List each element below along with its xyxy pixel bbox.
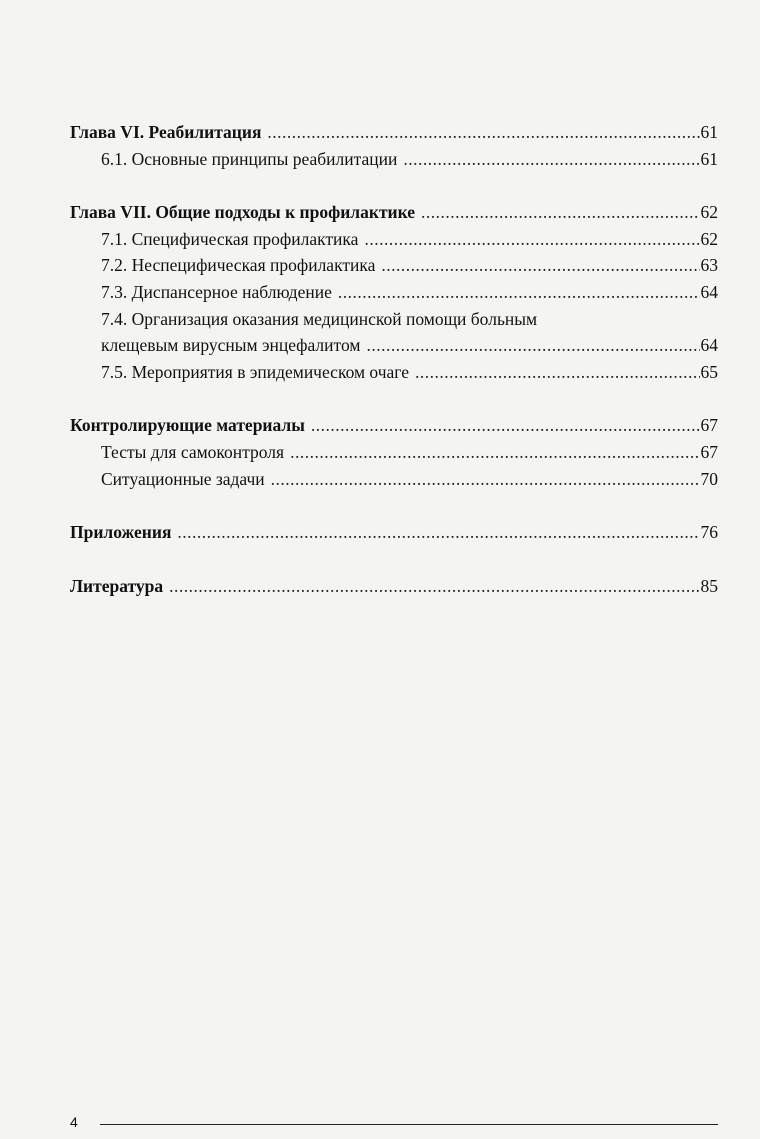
toc-entry-title: 7.3. Диспансерное наблюдение bbox=[101, 281, 332, 302]
toc-chapter-7[interactable] bbox=[70, 199, 718, 226]
toc-item-6-1[interactable] bbox=[70, 146, 718, 173]
toc-leader-dots bbox=[177, 519, 699, 546]
toc-leader-dots bbox=[421, 199, 699, 226]
toc-entry-page: 76 bbox=[700, 522, 718, 543]
toc-leader-dots bbox=[381, 252, 699, 279]
toc-entry-page: 67 bbox=[700, 441, 718, 462]
toc-item-7-3[interactable] bbox=[70, 279, 718, 306]
toc-leader-dots bbox=[267, 119, 699, 146]
toc-item-case-tasks[interactable] bbox=[70, 466, 718, 493]
toc-entry-title: 6.1. Основные принципы реабилитации bbox=[101, 148, 398, 169]
toc-leader-dots bbox=[290, 439, 699, 466]
toc-entry-page: 61 bbox=[700, 148, 718, 169]
toc-entry-page: 63 bbox=[700, 255, 718, 276]
toc-appendix[interactable] bbox=[70, 519, 718, 546]
toc-leader-dots bbox=[366, 332, 699, 359]
toc-item-7-5[interactable] bbox=[70, 359, 718, 386]
toc-entry-title: Ситуационные задачи bbox=[101, 468, 265, 489]
toc-item-7-4[interactable] bbox=[70, 332, 718, 359]
toc-entry-title: Литература bbox=[70, 575, 164, 596]
toc-entry-page: 67 bbox=[700, 415, 718, 436]
toc-entry-page: 62 bbox=[700, 202, 718, 223]
toc-leader-dots bbox=[364, 226, 699, 253]
toc-entry-title: 7.1. Специфическая профилактика bbox=[101, 228, 359, 249]
toc-item-self-tests[interactable] bbox=[70, 439, 718, 466]
toc-leader-dots bbox=[415, 359, 699, 386]
toc-entry-page: 64 bbox=[700, 281, 718, 302]
page-number: 4 bbox=[70, 1114, 78, 1130]
toc-entry-page: 62 bbox=[700, 228, 718, 249]
toc-item-7-4-line1[interactable]: 7.4. Организация оказания медицинской помощи больным bbox=[101, 308, 538, 329]
table-of-contents bbox=[70, 119, 718, 599]
toc-entry-title: Приложения bbox=[70, 522, 172, 543]
toc-entry-page: 65 bbox=[700, 361, 718, 382]
toc-entry-page: 70 bbox=[700, 468, 718, 489]
toc-entry-title: 7.2. Неспецифическая профилактика bbox=[101, 255, 376, 276]
toc-leader-dots bbox=[271, 466, 700, 493]
toc-entry-title: 7.5. Мероприятия в эпидемическом очаге bbox=[101, 361, 410, 382]
toc-entry-title: Глава VII. Общие подходы к профилактике bbox=[70, 202, 416, 223]
toc-entry-page: 61 bbox=[700, 122, 718, 142]
toc-entry-title: Тесты для самоконтроля bbox=[101, 441, 285, 462]
toc-leader-dots bbox=[403, 146, 699, 173]
toc-chapter-6[interactable] bbox=[70, 119, 718, 146]
toc-control-materials[interactable] bbox=[70, 412, 718, 439]
toc-item-7-1[interactable] bbox=[70, 226, 718, 253]
toc-leader-dots bbox=[338, 279, 700, 306]
toc-entry-page: 64 bbox=[700, 335, 718, 356]
toc-leader-dots bbox=[311, 412, 700, 439]
toc-entry-title: клещевым вирусным энцефалитом bbox=[101, 335, 361, 356]
toc-entry-title: Глава VI. Реабилитация bbox=[70, 122, 262, 142]
footer-rule bbox=[100, 1124, 718, 1125]
toc-leader-dots bbox=[169, 573, 699, 600]
toc-literature[interactable] bbox=[70, 573, 718, 600]
toc-entry-page: 85 bbox=[700, 575, 718, 596]
toc-entry-title: Контролирующие материалы bbox=[70, 415, 305, 436]
toc-item-7-2[interactable] bbox=[70, 252, 718, 279]
